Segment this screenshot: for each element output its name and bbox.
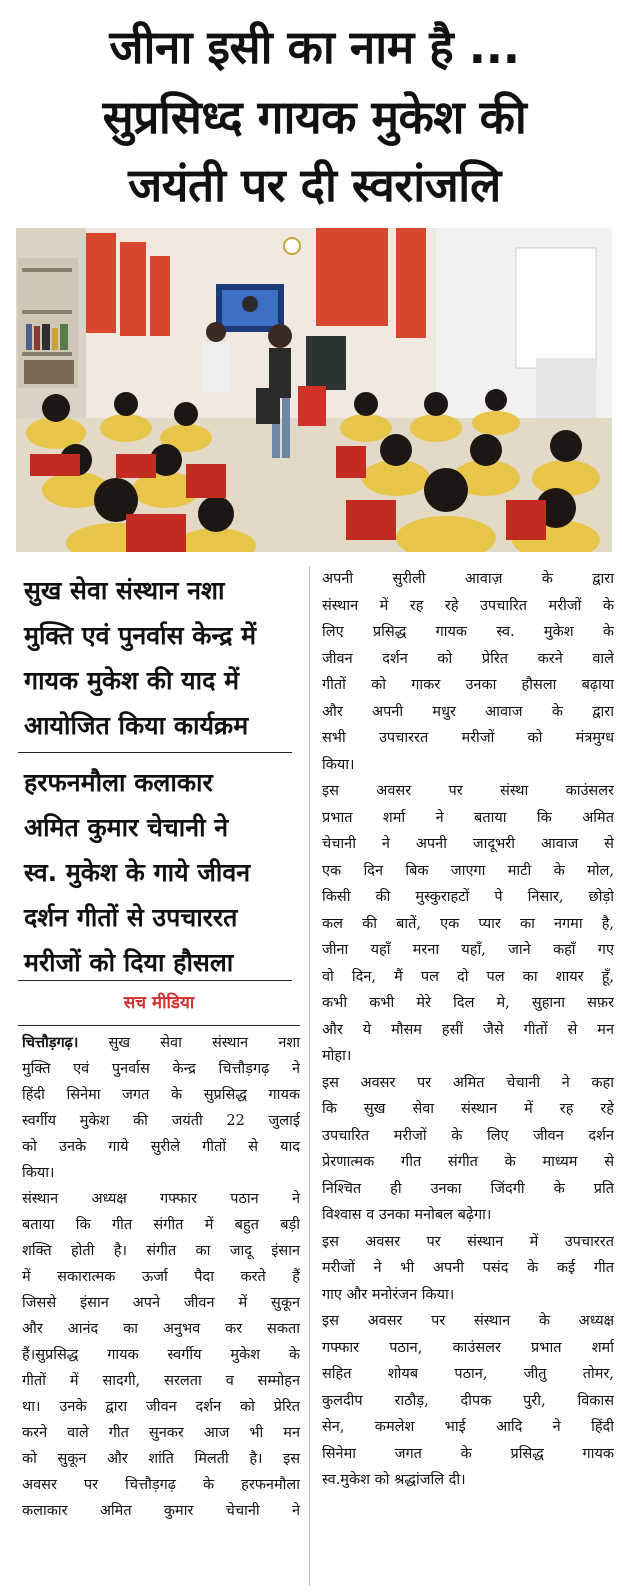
headline-line-3: जयंती पर दी स्वरांजलि <box>128 158 501 212</box>
body-line: जिससे इंसान अपने जीवन में सुकून <box>22 1295 300 1311</box>
body-line: कि सुख सेवा संस्थान में रह रहे <box>322 1101 614 1117</box>
body-line: मरीजों ने भी अपनी पसंद के कई गीत <box>322 1260 614 1276</box>
body-line: था। उनके द्वारा जीवन दर्शन को प्रेरित <box>22 1399 300 1415</box>
divider <box>18 1025 300 1026</box>
body-line: इस अवसर पर संस्थान के अध्यक्ष <box>322 1313 614 1329</box>
headline-line-2: सुप्रसिध्द गायक मुकेश की <box>102 90 527 144</box>
body-line: में सकारात्मक ऊर्जा पैदा करते हैं <box>22 1269 300 1285</box>
subheadline-2-line: हरफनमौला कलाकार <box>24 768 213 797</box>
divider <box>18 980 292 981</box>
body-line: वो दिन, मैं पल दो पल का शायर हूँ, <box>322 968 614 985</box>
body-line: चित्तौड़गढ़। सुख सेवा संस्थान नशा <box>22 1035 300 1051</box>
body-line: हैं।सुप्रसिद्ध गायक स्वर्गीय मुकेश के <box>22 1347 300 1363</box>
body-line: स्वर्गीय मुकेश की जयंती 22 जुलाई <box>22 1113 300 1129</box>
body-line: को उनके गाये सुरीले गीतों से याद <box>22 1139 300 1155</box>
body-line: प्रेरणात्मक गीत संगीत के माध्यम से <box>322 1154 614 1170</box>
body-line: एक दिन बिक जाएगा माटी के मोल, <box>322 862 614 879</box>
divider <box>18 752 292 753</box>
body-line: और ये मौसम हसीं जैसे गीतों से मन <box>322 1021 614 1038</box>
body-line: संस्थान में रह रहे उपचारित मरीजों के <box>322 597 614 614</box>
body-line: सभी उपचाररत मरीजों को मंत्रमुग्ध <box>322 730 614 746</box>
body-line: अवसर पर चित्तौड़गढ़ के हरफनमौला <box>22 1477 300 1493</box>
subheadline-2-line: स्व. मुकेश के गाये जीवन <box>24 858 251 887</box>
body-column-left <box>22 1030 300 1524</box>
headline-line-1: जीना इसी का नाम है ... <box>109 20 520 74</box>
body-line: स्व.मुकेश को श्रद्धांजलि दी। <box>322 1472 466 1488</box>
body-line: कभी कभी मेरे दिल मे, सुहाना सफ़र <box>322 995 614 1011</box>
body-column-right <box>322 566 614 1494</box>
body-line: संस्थान अध्यक्ष गफ्फार पठान ने <box>22 1191 300 1207</box>
body-line: शक्ति होती है। संगीत का जादू इंसान <box>22 1243 300 1259</box>
body-line: मोहा। <box>322 1048 352 1064</box>
body-line: कलाकार अमित कुमार चेचानी ने <box>22 1503 300 1519</box>
byline: सच मीडिया <box>123 993 195 1013</box>
body-line: गीतों में सादगी, सरलता व सम्मोहन <box>22 1373 300 1389</box>
subheadline-2-line: दर्शन गीतों से उपचाररत <box>24 903 238 932</box>
body-line: किसी की मुस्कुराहटों पे निसार, छोड़ो <box>322 889 614 905</box>
body-line: इस अवसर पर संस्था काउंसलर <box>322 783 614 799</box>
body-line: विश्वास व उनका मनोबल बढ़ेगा। <box>322 1207 492 1223</box>
body-line: गीतों को गाकर उनका हौसला बढ़ाया <box>322 677 614 693</box>
subheadline-1-line: गायक मुकेश की याद में <box>24 666 240 695</box>
body-line: और अपनी मधुर आवाज के द्वारा <box>322 703 614 720</box>
body-line: इस अवसर पर संस्थान में उपचाररत <box>322 1233 614 1250</box>
body-line: हिंदी सिनेमा जगत के सुप्रसिद्ध गायक <box>22 1087 300 1103</box>
body-line: कुलदीप राठौड़, दीपक पुरी, विकास <box>322 1392 614 1409</box>
subheadline-1-line: आयोजित किया कार्यक्रम <box>24 711 249 740</box>
body-line: जीना यहाँ मरना यहाँ, जाने कहाँ गए <box>322 942 614 958</box>
body-line: उपचारित मरीजों के लिए जीवन दर्शन <box>322 1127 614 1144</box>
body-line: गाए और मनोरंजन किया। <box>322 1286 455 1303</box>
body-line: को सुकून और शांति मिलती है। इस <box>22 1451 300 1467</box>
body-line: जीवन दर्शन को प्रेरित करने वाले <box>322 650 614 667</box>
subheadline-2-line: मरीजों को दिया हौसला <box>24 948 234 977</box>
body-line: गफ्फार पठान, काउंसलर प्रभात शर्मा <box>322 1339 614 1356</box>
dateline: चित्तौड़गढ़। <box>22 1035 79 1051</box>
subheadline-1-line: मुक्ति एवं पुनर्वास केन्द्र में <box>24 621 257 650</box>
subheadline-2 <box>24 760 294 985</box>
subheadline-1-line: सुख सेवा संस्थान नशा <box>24 576 225 605</box>
body-line: चेचानी ने अपनी जादूभरी आवाज से <box>322 836 614 852</box>
body-line: कल की बातें, एक प्यार का नगमा है, <box>322 915 614 932</box>
body-line: बताया कि गीत संगीत में बहुत बड़ी <box>22 1217 300 1233</box>
body-line: लिए प्रसिद्ध गायक स्व. मुकेश के <box>322 624 614 640</box>
event-photo <box>16 228 612 552</box>
body-line: सेन, कमलेश भाई आदि ने हिंदी <box>322 1419 614 1435</box>
column-divider <box>309 566 310 1586</box>
body-line: प्रभात शर्मा ने बताया कि अमित <box>322 809 614 826</box>
body-line: अपनी सुरीली आवाज़ के द्वारा <box>322 571 614 587</box>
body-line: किया। <box>22 1165 55 1181</box>
body-line: निश्चित ही उनका जिंदगी के प्रति <box>322 1180 614 1197</box>
body-line: करने वाले गीत सुनकर आज भी मन <box>22 1425 300 1441</box>
body-line: और आनंद का अनुभव कर सकता <box>22 1321 300 1337</box>
body-line: किया। <box>322 756 355 773</box>
body-line: इस अवसर पर अमित चेचानी ने कहा <box>322 1074 614 1091</box>
subheadline-1 <box>24 568 294 748</box>
body-line: मुक्ति एवं पुनर्वास केन्द्र चित्तौड़गढ़ ने <box>22 1061 300 1077</box>
subheadline-2-line: अमित कुमार चेचानी ने <box>24 813 229 842</box>
body-line: सहित शोयब पठान, जीतु तोमर, <box>322 1366 614 1382</box>
body-line: सिनेमा जगत के प्रसिद्ध गायक <box>322 1445 614 1462</box>
